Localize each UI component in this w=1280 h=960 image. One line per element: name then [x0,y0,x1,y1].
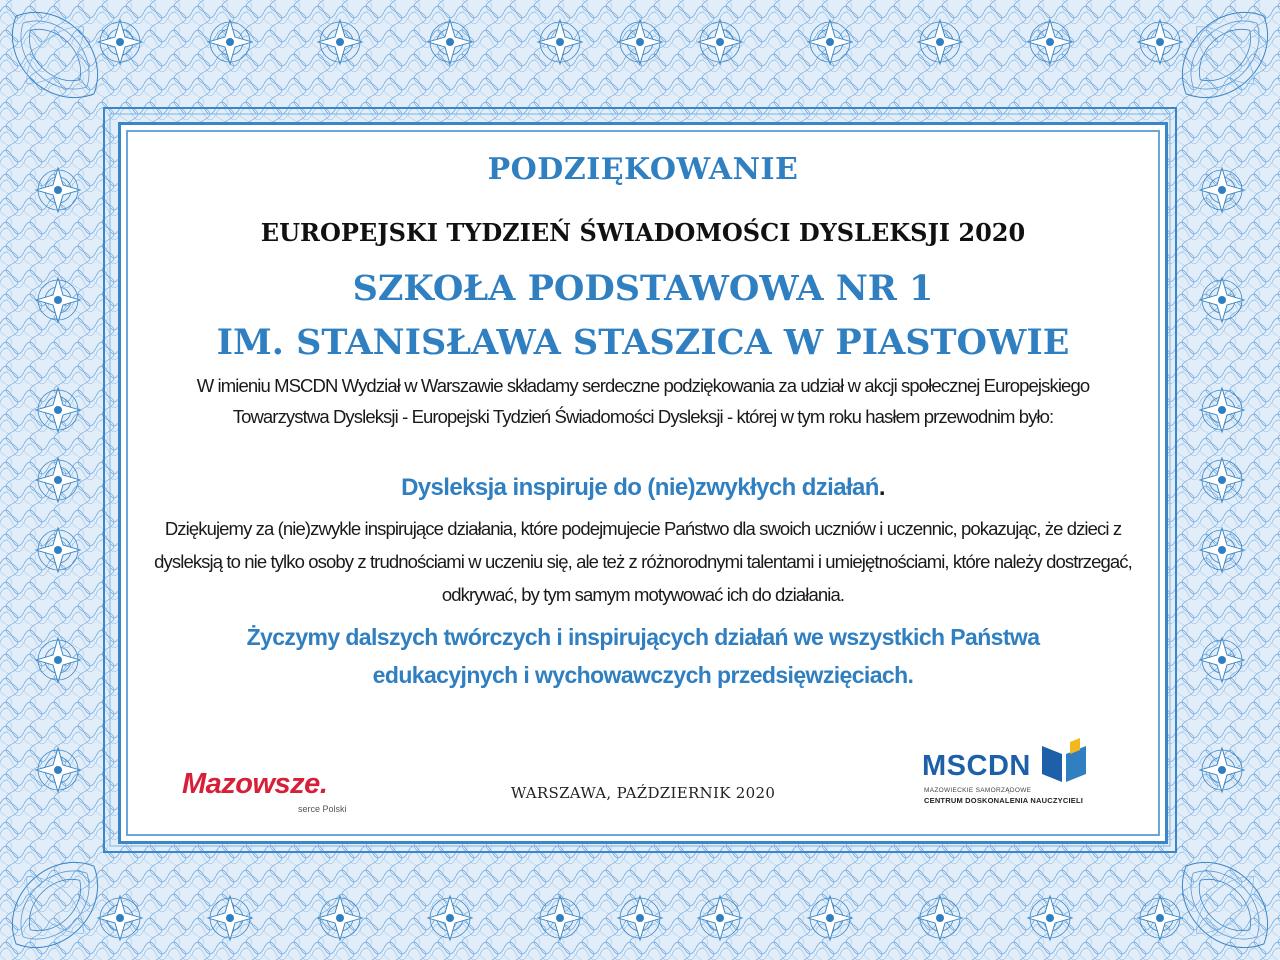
motto-text [118,474,1168,502]
mazowsze-logo-tagline: serce Polski [298,804,347,814]
mscdn-logo-name: MSCDN [922,750,1031,782]
mazowsze-logo [182,768,372,816]
event-name: EUROPEJSKI TYDZIEŃ ŚWIADOMOŚCI DYSLEKSJI 2020 [260,218,1026,247]
mscdn-logo-subtitle-2: CENTRUM DOSKONALENIA NAUCZYCIELI [924,796,1084,805]
wishes-paragraph: Życzymy dalszych twórczych i inspirujących działań we wszystkich Państwa edukacyjnych i wychowawczych przedsięwzięciach. [246,624,1040,688]
certificate-title: PODZIĘKOWANIE [487,152,799,187]
intro-paragraph: W imieniu MSCDN Wydział w Warszawie składamy serdeczne podziękowania za udział w akcji społecznej Europejskiego Towarzystwa Dysleksji - Europejski Tydzień Świadomości Dysleksji - której w tym roku hasłem przewodnim było: [196,375,1090,427]
recipient-school-line-1: SZKOŁA PODSTAWOWA NR 1 [352,268,934,309]
motto-period: . [878,474,885,501]
motto-phrase: Dysleksja inspiruje do (nie)zwykłych działań [401,474,879,501]
thanks-paragraph: Dziękujemy za (nie)zwykle inspirujące działania, które podejmujecie Państwo dla swoich uczniów i uczennic, pokazując, że dzieci z dysleksją to nie tylko osoby z trudnościami w uczeniu się, ale też z różnorodnymi talentami i umiejętnościami, które należy dostrzegać, odkrywać, by tym samym motywować ich do działania. [154,518,1132,605]
certificate-content [118,122,1168,842]
mscdn-logo [922,738,1102,814]
book-icon [1040,738,1090,784]
mscdn-logo-subtitle-1: MAZOWIECKIE SAMORZĄDOWE [924,787,1032,794]
recipient-school-line-2: IM. STANISŁAWA STASZICA W PIASTOWIE [216,322,1070,363]
place-date: WARSZAWA, PAŹDZIERNIK 2020 [510,784,776,802]
mazowsze-logo-word: Mazowsze. [182,768,328,800]
